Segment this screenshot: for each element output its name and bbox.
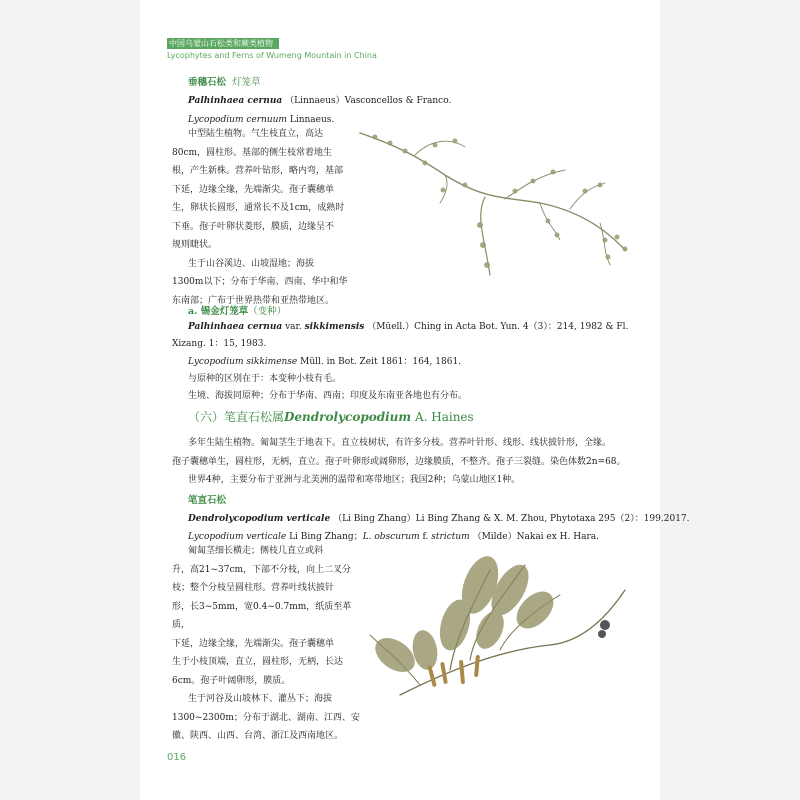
- book-title-en: Lycophytes and Ferns of Wumeng Mountain in China: [167, 51, 377, 60]
- species1-sci-name: Palhinhaea cernua （Linnaeus）Vasconcellos & Franco.: [188, 96, 452, 106]
- variety-habitat: 生境、海拔同原种；分布于华南、西南；印度及东南亚各地也有分布。: [188, 391, 468, 401]
- page-number: 016: [167, 752, 187, 763]
- species1-synonym: Lycopodium cernuum Linnaeus.: [188, 115, 335, 125]
- palhinhaea-cernua-specimen-image: [355, 125, 640, 280]
- variety-citation-cont: Xizang. 1：15, 1983.: [172, 339, 267, 349]
- variety-heading: a. 锡金灯笼草（变种）: [188, 306, 287, 317]
- genus-description: 多年生陆生植物。匍匐茎生于地表下。直立枝树状，有许多分枝。营养叶针形、线形、线状披针形，全缘。 孢子囊穗单生，圆柱形，无柄，直立。孢子叶卵形或阔卵形，边缘膜质，不整齐。孢子三裂缝。染色体数2n=68。 世界4种，主要分布于亚洲与北美洲的温带和寒带地区；我国2种；乌蒙山地区1种。: [172, 438, 626, 485]
- variety-difference: 与原种的区别在于：本变种小枝有毛。: [188, 374, 342, 384]
- running-header: [167, 38, 377, 61]
- species1-heading: 垂穗石松 灯笼草: [188, 77, 261, 88]
- species2-heading: 笔直石松: [188, 495, 227, 506]
- variety-sci-name: Palhinhaea cernua var. sikkimensis （Müell.）Ching in Acta Bot. Yun. 4（3）：214, 1982 & Fl.: [188, 322, 629, 332]
- species1-description: 中型陆生植物。气生枝直立，高达 80cm，圆柱形。基部的侧生枝常着地生 根，产生新株。营养叶钻形，略内弯，基部 下延，边缘全缘，先端渐尖。孢子囊穗单 生，卵状长圆形，通常长不及1cm，成熟时 下垂。孢子叶卵状菱形，膜质，边缘呈不 规则睫状。 生于山谷溪边、山坡湿地；海拔 1300m以下；分布于华南、西南、华中和华 东南部；广布于世界热带和亚热带地区。: [172, 129, 348, 306]
- species2-synonyms: Lycopodium verticale Li Bing Zhang；L. obscurum f. strictum （Milde）Nakai ex H. Hara.: [188, 532, 599, 542]
- species2-sci-name: Dendrolycopodium verticale （Li Bing Zhang）Li Bing Zhang & X. M. Zhou, Phytotaxa 295（2）：199.2017.: [188, 514, 690, 524]
- species2-description: 匍匐茎细长横走；侧枝几直立或斜 升，高21~37cm，下部不分枝，向上二叉分 枝；整个分枝呈圆柱形。营养叶线状披针 形，长3~5mm，宽0.4~0.7mm，纸质至革质， 下延，边缘全缘，先端渐尖。孢子囊穗单 生于小枝顶端，直立，圆柱形，无柄，长达 6cm。孢子叶阔卵形，膜质。 生于河谷及山坡林下、灌丛下；海拔 1300~2300m；分布于湖北、湖南、江西、安 徽、陕西、山西、台湾、浙江及西南地区。: [172, 546, 360, 741]
- book-title-cn: 中国乌蒙山石松类和蕨类植物: [167, 38, 279, 49]
- variety-synonym: Lycopodium sikkimense Müll. in Bot. Zeit 1861：164, 1861.: [188, 357, 462, 367]
- genus-heading: （六）笔直石松属Dendrolycopodium A. Haines: [188, 410, 474, 424]
- dendrolycopodium-verticale-specimen-image: [360, 550, 635, 710]
